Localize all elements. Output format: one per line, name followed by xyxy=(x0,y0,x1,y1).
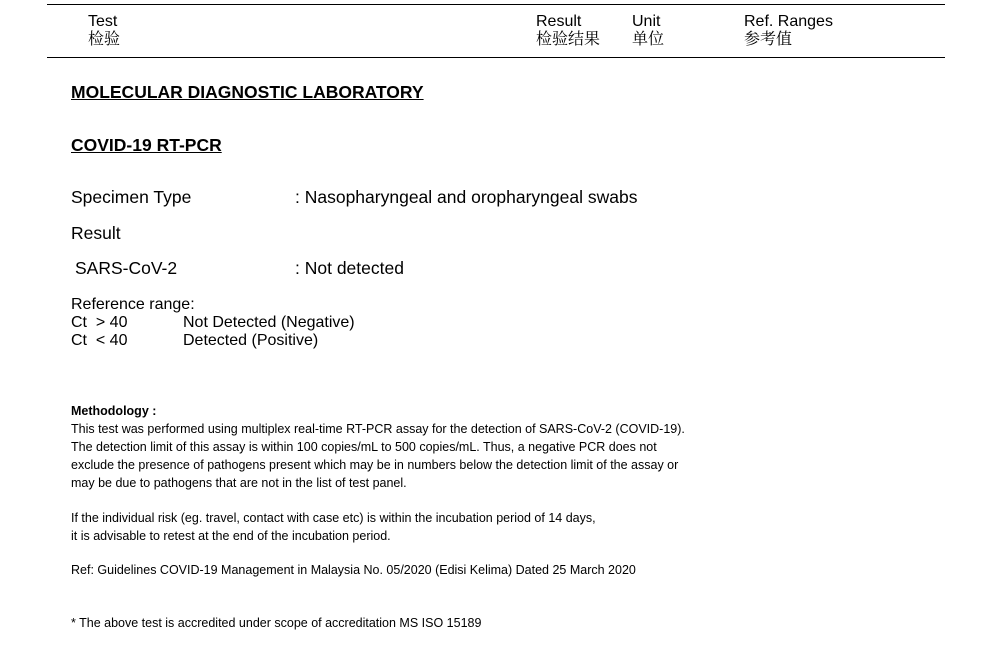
test-title: COVID-19 RT-PCR xyxy=(71,135,222,155)
col-test-zh: 检验 xyxy=(88,31,121,48)
methodology-block xyxy=(71,402,685,492)
col-unit-zh: 单位 xyxy=(632,31,665,48)
sars-label: SARS-CoV-2 xyxy=(75,258,178,278)
methodology-line: exclude the presence of pathogens present which may be in numbers below the detection limit of the assay or xyxy=(71,458,679,472)
reference-ct-2: Ct < 40 xyxy=(71,332,128,349)
col-ref-ranges-zh: 参考值 xyxy=(744,31,793,48)
reference-ct-1: Ct > 40 xyxy=(71,314,128,331)
methodology-line: The detection limit of this assay is within 100 copies/mL to 500 copies/mL. Thus, a negative PCR does not xyxy=(71,440,657,454)
col-test-en: Test xyxy=(88,13,118,30)
col-ref-ranges xyxy=(744,13,833,49)
reference-desc-1: Not Detected (Negative) xyxy=(183,314,355,331)
risk-line: If the individual risk (eg. travel, contact with case etc) is within the incubation period of 14 days, xyxy=(71,511,596,525)
ref-guideline: Ref: Guidelines COVID-19 Management in Malaysia No. 05/2020 (Edisi Kelima) Dated 25 March 2020 xyxy=(71,563,636,577)
section-title: MOLECULAR DIAGNOSTIC LABORATORY xyxy=(71,82,424,102)
reference-heading: Reference range: xyxy=(71,296,195,313)
col-unit-en: Unit xyxy=(632,13,661,30)
col-result-zh: 检验结果 xyxy=(536,31,601,48)
specimen-label: Specimen Type xyxy=(71,187,192,207)
methodology-line: may be due to pathogens that are not in the list of test panel. xyxy=(71,476,407,490)
reference-desc-2: Detected (Positive) xyxy=(183,332,319,349)
col-result-en: Result xyxy=(536,13,582,30)
col-result xyxy=(536,13,600,49)
risk-line: it is advisable to retest at the end of the incubation period. xyxy=(71,529,391,543)
risk-note xyxy=(71,509,596,545)
result-label: Result xyxy=(71,223,121,243)
accreditation-note: * The above test is accredited under scope of accreditation MS ISO 15189 xyxy=(71,616,482,630)
sars-value: : Not detected xyxy=(295,258,404,278)
methodology-line: This test was performed using multiplex real-time RT-PCR assay for the detection of SARS-CoV-2 (COVID-19). xyxy=(71,422,685,436)
header-bottom-rule xyxy=(47,57,945,58)
methodology-heading: Methodology : xyxy=(71,404,157,418)
specimen-value: : Nasopharyngeal and oropharyngeal swabs xyxy=(295,187,638,207)
col-unit xyxy=(632,13,664,49)
col-test xyxy=(88,13,120,49)
col-ref-ranges-en: Ref. Ranges xyxy=(744,13,833,30)
header-top-rule xyxy=(47,4,945,5)
